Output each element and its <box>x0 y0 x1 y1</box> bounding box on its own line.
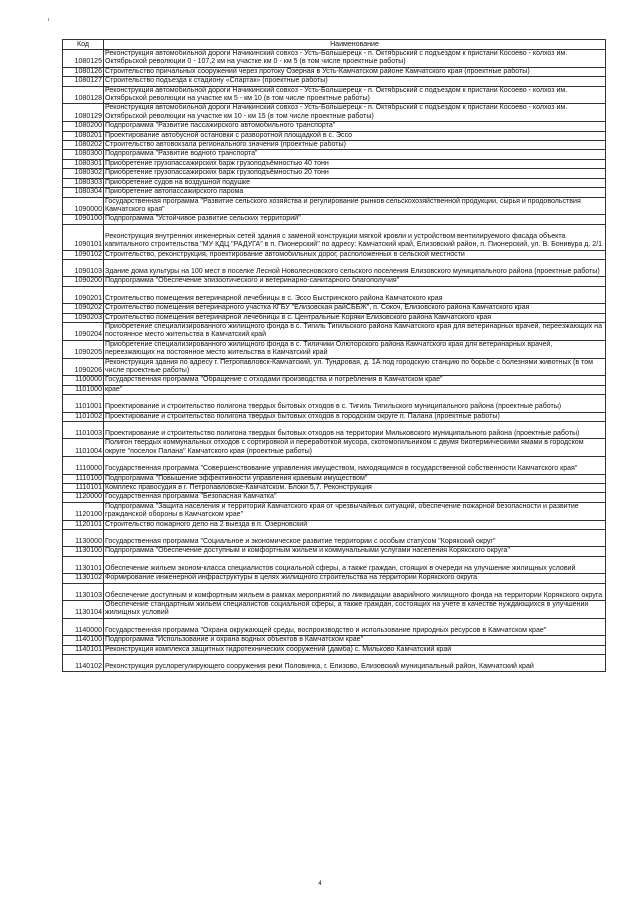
row-name: Строительство помещения ветеринарного участка КГБУ "Елизовская райСББЖ", п. Сокоч, Елизовского района Камчатского края <box>104 304 606 313</box>
row-name: Приобретение грузопассажирских барж грузоподъёмностью 20 тонн <box>104 169 606 178</box>
row-code: 1090102 <box>63 250 104 259</box>
table-row <box>63 277 606 286</box>
row-code: 1130100 <box>63 547 104 556</box>
row-name: Подпрограмма "Развитие водного транспорта" <box>104 150 606 159</box>
row-name: Подпрограмма "Развитие пассажирского автомобильного транспорта" <box>104 122 606 131</box>
row-code: 1080129 <box>63 104 104 122</box>
table-row <box>63 600 606 618</box>
row-name: Полигон твердых коммунальных отходов с сортировкой и переработкой мусора, скотомогильником с двумя биотермическими ямами в городском округе "поселок Палана" Камчатского края (проектные работы) <box>104 439 606 457</box>
row-code: 1090000 <box>63 197 104 215</box>
table-row <box>63 385 606 394</box>
row-name: Приобретение автопассажирского парома <box>104 188 606 197</box>
table-header-row <box>63 40 606 50</box>
table-row <box>63 556 606 573</box>
row-code: 1130103 <box>63 583 104 600</box>
row-name: Реконструкция руслорегулирующего сооружения реки Половинка, г. Елизово, Елизовский муниципальный район, Камчатский край <box>104 655 606 672</box>
row-name: Приобретение специализированного жилищного фонда в с. Тиличики Олюторского района Камчатского края для ветеринарных врачей, переезжающих на постоянное место жительства в Камчатский край <box>104 340 606 358</box>
row-code: 1080304 <box>63 188 104 197</box>
table-row <box>63 395 606 412</box>
row-code: 1101002 <box>63 412 104 421</box>
table-row <box>63 376 606 385</box>
row-name: Приобретение грузопассажирских барж грузоподъёмностью 40 тонн <box>104 159 606 168</box>
table-row <box>63 50 606 68</box>
row-code: 1090202 <box>63 304 104 313</box>
row-name: Строительство причальных сооружений через протоку Озерная в Усть-Камчатском районе Камчатского края (проектные работы) <box>104 67 606 76</box>
table-row <box>63 131 606 140</box>
row-code: 1101003 <box>63 421 104 438</box>
table-row <box>63 77 606 86</box>
row-code: 1090200 <box>63 277 104 286</box>
table-row <box>63 547 606 556</box>
row-code: 1130000 <box>63 530 104 547</box>
row-code: 1090100 <box>63 215 104 224</box>
budget-classification-table <box>62 39 606 672</box>
table-row <box>63 159 606 168</box>
table-row <box>63 520 606 529</box>
row-code: 1120100 <box>63 502 104 520</box>
row-name: Реконструкция автомобильной дороги Начикинский совхоз - Усть-Большерецк - п. Октябрьский с подъездом к пристани Косоево - колхоз им. Октябрьской революции на участке км 10 - км 15 (в том числе проектные работы) <box>104 104 606 122</box>
row-name: Государственная программа "Развитие сельского хозяйства и регулирование рынков сельскохозяйственной продукции, сырья и продовольствия Камчатского края" <box>104 197 606 215</box>
row-code: 1090204 <box>63 322 104 340</box>
row-code: 1080303 <box>63 178 104 187</box>
row-name: Проектирование и строительство полигона твердых бытовых отходов в с. Тигиль Тигильского муниципального района (проектные работы) <box>104 395 606 412</box>
row-code: 1080200 <box>63 122 104 131</box>
row-code: 1140101 <box>63 645 104 654</box>
table-row <box>63 197 606 215</box>
row-name: Проектирование и строительство полигона твердых бытовых отходов в городском округе п. Палана (проектные работы) <box>104 412 606 421</box>
row-name: Проектирование автобусной остановки с разворотной площадкой в с. Эссо <box>104 131 606 140</box>
row-name: Подпрограмма "Обеспечение эпизоотического и ветеринарно-санитарного благополучия" <box>104 277 606 286</box>
row-name: Реконструкция автомобильной дороги Начикинский совхоз - Усть-Большерецк - п. Октябрьский с подъездом к пристани Косоево - колхоз им. Октябрьской революции на участке км 5 - км 10 (в том числе проектные работы) <box>104 86 606 104</box>
row-code: 1080125 <box>63 50 104 68</box>
row-code: 1130101 <box>63 556 104 573</box>
table-row <box>63 150 606 159</box>
table-row <box>63 178 606 187</box>
row-name: крае" <box>104 385 606 394</box>
row-name: Формирование инженерной инфраструктуры в целях жилищного строительства на территории Корякского округа <box>104 574 606 583</box>
row-code: 1101000 <box>63 385 104 394</box>
row-name: Комплекс правосудия в г. Петропавловске-Камчатском. Блоки 5,7. Реконструкция <box>104 483 606 492</box>
table-row <box>63 412 606 421</box>
table-row <box>63 574 606 583</box>
row-name: Здание дома культуры на 100 мест в поселке Лесной Новолесновского сельского поселения Елизовского муниципального района (проектные работы) <box>104 259 606 276</box>
row-code: 1080300 <box>63 150 104 159</box>
row-code: 1100000 <box>63 376 104 385</box>
table-row <box>63 636 606 645</box>
row-name: Государственная программа "Охрана окружающей среды, воспроизводство и использование природных ресурсов в Камчатском крае" <box>104 618 606 635</box>
row-name: Государственная программа "Социальное и экономическое развитие территории с особым статусом "Корякский округ" <box>104 530 606 547</box>
row-code: 1090206 <box>63 358 104 376</box>
row-code: 1080202 <box>63 141 104 150</box>
row-name: Подпрограмма "Устойчивое развитие сельских территорий" <box>104 215 606 224</box>
name-column-header: Наименование <box>104 40 606 50</box>
row-name: Государственная программа "Безопасная Камчатка" <box>104 493 606 502</box>
table-row <box>63 122 606 131</box>
row-code: 1090101 <box>63 224 104 250</box>
row-name: Строительство подъезда к стадиону «Спартак» (проектные работы) <box>104 77 606 86</box>
row-name: Подпрограмма "Обеспечение доступным и комфортным жильем и коммунальными услугами населения Корякского округа" <box>104 547 606 556</box>
row-name: Реконструкция внутренних инженерных сетей здания с заменой конструкции мягкой кровли и устройством вентилируемого фасада объекта капитального строительства "МУ КДЦ "РАДУГА" в п. Пионерский" по адресу: Камчатский край, Елизовский район, п. Пионерский, ул. В. Бонивура д. 2/1 <box>104 224 606 250</box>
table-row <box>63 141 606 150</box>
table-row <box>63 645 606 654</box>
row-name: Обеспечение стандартным жильем специалистов социальной сферы, а также граждан, состоящих на учете в качестве нуждающихся в улучшении жилищных условий <box>104 600 606 618</box>
table-row <box>63 259 606 276</box>
table-row <box>63 224 606 250</box>
row-code: 1140102 <box>63 655 104 672</box>
row-code: 1080128 <box>63 86 104 104</box>
row-code: 1110101 <box>63 483 104 492</box>
table-row <box>63 215 606 224</box>
table-row <box>63 583 606 600</box>
row-name: Реконструкция комплекса защитных гидротехнических сооружений (дамба) с. Мильково Камчатский край <box>104 645 606 654</box>
row-code: 1110000 <box>63 457 104 474</box>
code-column-header: Код <box>63 40 104 50</box>
row-name: Строительство автовокзала регионального значения (проектные работы) <box>104 141 606 150</box>
table-row <box>63 358 606 376</box>
row-code: 1110100 <box>63 474 104 483</box>
table-row <box>63 618 606 635</box>
table-row <box>63 188 606 197</box>
table-row <box>63 340 606 358</box>
page-number: 4 <box>318 881 322 887</box>
row-code: 1140100 <box>63 636 104 645</box>
row-code: 1120000 <box>63 493 104 502</box>
table-row <box>63 169 606 178</box>
row-name: Реконструкция автомобильной дороги Начикинский совхоз - Усть-Большерецк - п. Октябрьский с подъездом к пристани Косоево - колхоз им. Октябрьской революции 0 - 107,2 км на участке км 0 - км 5 (в том числе проектные работы) <box>104 50 606 68</box>
row-name: Государственная программа "Обращение с отходами производства и потребления в Камчатском крае" <box>104 376 606 385</box>
row-name: Строительство пожарного депо на 2 выезда в п. Озерновский <box>104 520 606 529</box>
table-row <box>63 457 606 474</box>
row-code: 1120101 <box>63 520 104 529</box>
table-row <box>63 493 606 502</box>
table-row <box>63 502 606 520</box>
table-row <box>63 286 606 303</box>
row-name: Подпрограмма "Использование и охрана водных объектов в Камчатском крае" <box>104 636 606 645</box>
row-code: 1130102 <box>63 574 104 583</box>
row-name: Обеспечение жильем эконом-класса специалистов социальной сферы, а также граждан, стоящих в очереди на улучшение жилищных условий <box>104 556 606 573</box>
row-name: Подпрограмма "Защита населения и территорий Камчатского края от чрезвычайных ситуаций, обеспечение пожарной безопасности и развитие гражданской обороны в Камчатском крае" <box>104 502 606 520</box>
table-row <box>63 304 606 313</box>
table-row <box>63 322 606 340</box>
row-code: 1080201 <box>63 131 104 140</box>
table-row <box>63 483 606 492</box>
row-code: 1101004 <box>63 439 104 457</box>
row-name: Государственная программа "Совершенствование управления имуществом, находящимся в государственной собственности Камчатского края" <box>104 457 606 474</box>
row-code: 1080127 <box>63 77 104 86</box>
table-row <box>63 86 606 104</box>
row-name: Подпрограмма "Повышение эффективности управления краевым имуществом" <box>104 474 606 483</box>
row-code: 1080302 <box>63 169 104 178</box>
row-code: 1101001 <box>63 395 104 412</box>
row-name: Строительство, реконструкция, проектирование автомобильных дорог, расположенных в сельской местности <box>104 250 606 259</box>
scan-mark <box>48 18 49 21</box>
row-name: Реконструкция здания по адресу г. Петропавловск-Камчатский, ул. Тундровая, д. 1А под городскую станцию по борьбе с болезнями животных (в том числе проектные работы) <box>104 358 606 376</box>
row-code: 1140000 <box>63 618 104 635</box>
row-name: Приобретение судов на воздушной подушке <box>104 178 606 187</box>
row-name: Приобретение специализированного жилищного фонда в с. Тигиль Тигильского района Камчатского края для ветеринарных врачей, переезжающих на постоянное место жительства в Камчатский край <box>104 322 606 340</box>
table-row <box>63 250 606 259</box>
row-code: 1090203 <box>63 313 104 322</box>
row-name: Строительство помещения ветеринарной лечебницы в с. Эссо Быстринского района Камчатского края <box>104 286 606 303</box>
table-row <box>63 474 606 483</box>
row-code: 1080301 <box>63 159 104 168</box>
table-row <box>63 421 606 438</box>
table-row <box>63 67 606 76</box>
row-code: 1080126 <box>63 67 104 76</box>
row-code: 1130104 <box>63 600 104 618</box>
table-row <box>63 439 606 457</box>
row-code: 1090205 <box>63 340 104 358</box>
table-row <box>63 655 606 672</box>
row-name: Проектирование и строительство полигона твердых бытовых отходов на территории Мильковского муниципального района (проектные работы) <box>104 421 606 438</box>
table-row <box>63 104 606 122</box>
row-code: 1090201 <box>63 286 104 303</box>
table-row <box>63 313 606 322</box>
row-code: 1090103 <box>63 259 104 276</box>
row-name: Строительство помещения ветеринарной лечебницы в с. Центральные Коряки Елизовского района Камчатского края <box>104 313 606 322</box>
table-body <box>63 50 606 672</box>
table-row <box>63 530 606 547</box>
row-name: Обеспечение доступным и комфортным жильем в рамках мероприятий по ликвидации аварийного жилищного фонда на территории Корякского округа <box>104 583 606 600</box>
